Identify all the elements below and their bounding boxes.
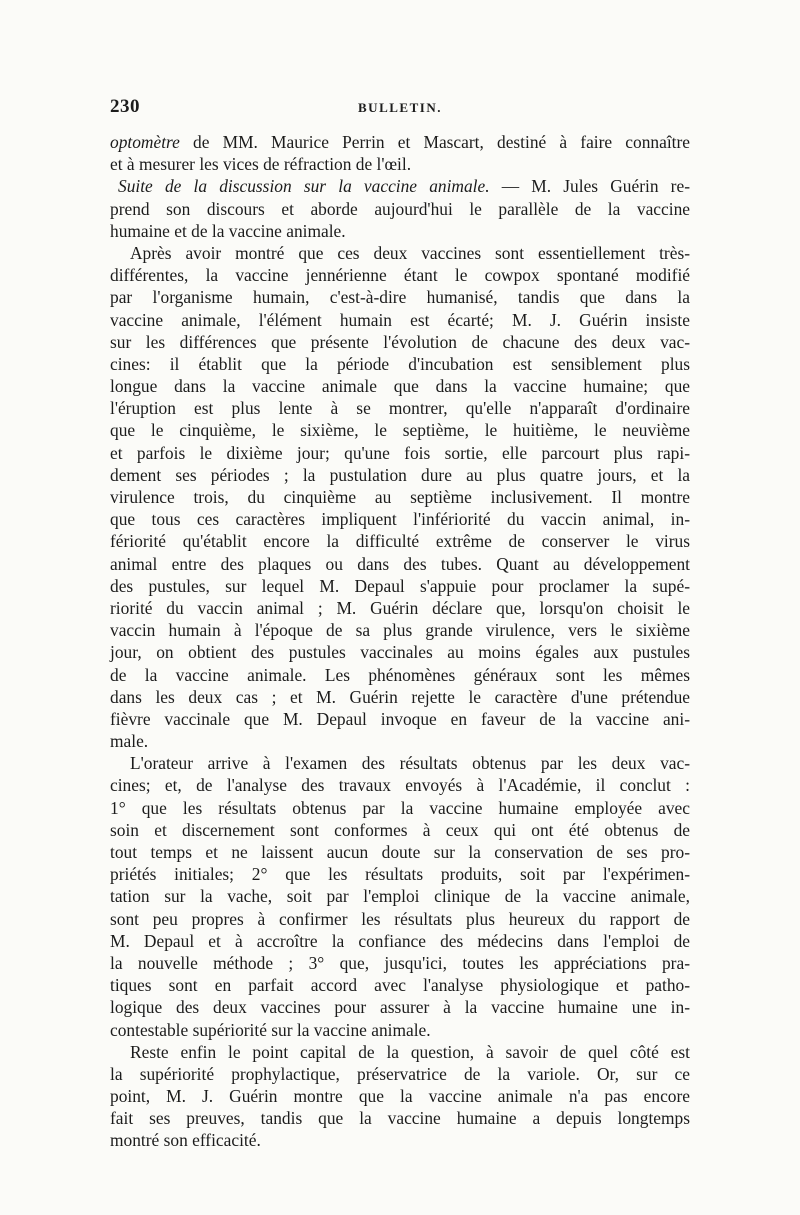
text-line xyxy=(110,908,690,930)
text-line xyxy=(110,974,690,996)
text-line xyxy=(110,730,690,752)
line-text: sur les différences que présente l'évolution de chacune des deux vac- xyxy=(110,331,690,352)
line-text: virulence trois, du cinquième au septième inclusivement. Il montre xyxy=(110,487,690,507)
text-line xyxy=(110,131,690,153)
italic-text: optomètre xyxy=(110,132,180,152)
page-number: 230 xyxy=(110,96,140,117)
text-line xyxy=(110,841,690,863)
line-text: la supériorité prophylactique, préservatrice de la variole. Or, sur ce xyxy=(110,1063,690,1084)
page-header xyxy=(110,96,690,122)
text-line xyxy=(110,1107,690,1129)
line-text: priétés initiales; 2° que les résultats produits, soit par l'expérimen- xyxy=(110,864,690,885)
text-line xyxy=(110,198,690,220)
text-line xyxy=(110,819,690,841)
line-text: logique des deux vaccines pour assurer à la vaccine humaine une in- xyxy=(110,997,690,1018)
line-text: tation sur la vache, soit par l'emploi clinique de la vaccine animale, xyxy=(110,886,690,907)
text-line xyxy=(110,309,690,331)
text-line xyxy=(110,885,690,907)
line-text: longue dans la vaccine animale que dans la vaccine humaine; que xyxy=(110,376,690,397)
text-line xyxy=(110,996,690,1018)
line-text: M. Depaul et à accroître la confiance des médecins dans l'emploi de xyxy=(110,930,690,951)
text-line xyxy=(110,508,690,530)
line-text: de MM. Maurice Perrin et Mascart, destiné à faire connaître xyxy=(179,132,690,152)
text-line xyxy=(110,553,690,575)
line-text: tout temps et ne laissent aucun doute sur la conservation de ses pro- xyxy=(110,842,690,862)
text-line xyxy=(110,1041,690,1063)
text-line xyxy=(110,1129,690,1151)
line-text: cines; et, de l'analyse des travaux envoyés à l'Académie, il conclut : xyxy=(110,775,690,796)
text-line xyxy=(110,1063,690,1085)
line-text: Après avoir montré que ces deux vaccines sont essentiellement très- xyxy=(130,242,690,263)
line-text: fièvre vaccinale que M. Depaul invoque en faveur de la vaccine ani- xyxy=(110,708,690,729)
text-line xyxy=(110,708,690,730)
text-line xyxy=(110,464,690,486)
text-line xyxy=(110,575,690,597)
line-text: que tous ces caractères impliquent l'infériorité du vaccin animal, in- xyxy=(110,509,690,530)
text-line xyxy=(110,686,690,708)
line-text: riorité du vaccin animal ; M. Guérin déclare que, lorsqu'on choisit le xyxy=(110,597,690,618)
text-line xyxy=(110,397,690,419)
text-line xyxy=(110,1085,690,1107)
text-line xyxy=(110,952,690,974)
text-line xyxy=(110,353,690,375)
text-line xyxy=(110,242,690,264)
line-text: différentes, la vaccine jennérienne étant le cowpox spontané modifié xyxy=(110,265,690,286)
line-text: Reste enfin le point capital de la question, à savoir de quel côté est xyxy=(130,1041,690,1062)
line-text: 1° que les résultats obtenus par la vaccine humaine employée avec xyxy=(110,797,690,818)
line-text: montré son efficacité. xyxy=(110,1130,261,1151)
text-line xyxy=(110,774,690,796)
line-text: et parfois le dixième jour; qu'une fois sortie, elle parcourt plus rapi- xyxy=(110,442,690,463)
line-text: sont peu propres à confirmer les résultats plus heureux du rapport de xyxy=(110,908,690,929)
line-text: fait ses preuves, tandis que la vaccine humaine a depuis longtemps xyxy=(110,1108,690,1129)
line-text: dement ses périodes ; la pustulation dure au plus quatre jours, et la xyxy=(110,464,690,485)
line-text: cines: il établit que la période d'incubation est sensiblement plus xyxy=(110,353,690,374)
line-text: par l'organisme humain, c'est-à-dire humanisé, tandis que dans la xyxy=(110,287,690,308)
text-line xyxy=(110,930,690,952)
line-text: et à mesurer les vices de réfraction de l'œil. xyxy=(110,154,412,175)
text-line xyxy=(110,486,690,508)
line-text: animal entre des plaques ou dans des tubes. Quant au développement xyxy=(110,553,690,574)
line-text: humaine et de la vaccine animale. xyxy=(110,220,346,241)
text-line xyxy=(110,641,690,663)
text-line xyxy=(110,220,690,242)
line-text: dans les deux cas ; et M. Guérin rejette le caractère d'une prétendue xyxy=(110,686,690,707)
line-text: des pustules, sur lequel M. Depaul s'appuie pour proclamer la supé- xyxy=(110,575,690,596)
line-text: L'orateur arrive à l'examen des résultats obtenus par les deux vac- xyxy=(130,753,690,774)
text-line xyxy=(110,286,690,308)
text-line xyxy=(110,619,690,641)
line-text: fériorité qu'établit encore la difficulté extrême de conserver le virus xyxy=(110,531,690,552)
text-line xyxy=(110,664,690,686)
line-text: vaccine animale, l'élément humain est écarté; M. J. Guérin insiste xyxy=(110,309,690,330)
text-line xyxy=(110,442,690,464)
italic-text: Suite de la discussion sur la vaccine animale. xyxy=(118,176,490,197)
text-line xyxy=(110,752,690,774)
line-text: que le cinquième, le sixième, le septième, le huitième, le neuvième xyxy=(110,420,690,441)
text-line xyxy=(110,863,690,885)
text-line xyxy=(110,153,690,175)
document-body xyxy=(110,131,690,1152)
line-text: — M. Jules Guérin re- xyxy=(489,176,690,197)
line-text: vaccin humain à l'époque de sa plus grande virulence, vers le sixième xyxy=(110,620,690,641)
text-line xyxy=(110,375,690,397)
text-line xyxy=(110,1019,690,1041)
text-line xyxy=(110,264,690,286)
text-line xyxy=(110,597,690,619)
line-text: prend son discours et aborde aujourd'hui le parallèle de la vaccine xyxy=(110,198,690,219)
text-line xyxy=(110,175,690,197)
line-text: de la vaccine animale. Les phénomènes généraux sont les mêmes xyxy=(110,664,690,685)
text-line xyxy=(110,530,690,552)
text-line xyxy=(110,331,690,353)
line-text: soin et discernement sont conformes à ceux qui ont été obtenus de xyxy=(110,819,690,840)
text-line xyxy=(110,797,690,819)
line-text: point, M. J. Guérin montre que la vaccine animale n'a pas encore xyxy=(110,1086,690,1107)
line-text: la nouvelle méthode ; 3° que, jusqu'ici, toutes les appréciations pra- xyxy=(110,952,690,973)
line-text: male. xyxy=(110,731,149,752)
line-text: contestable supériorité sur la vaccine animale. xyxy=(110,1019,431,1040)
line-text: jour, on obtient des pustules vaccinales au moins égales aux pustules xyxy=(110,642,690,663)
line-text: l'éruption est plus lente à se montrer, qu'elle n'apparaît d'ordinaire xyxy=(110,398,690,419)
text-line xyxy=(110,419,690,441)
running-head: BULLETIN. xyxy=(358,100,442,115)
line-text: tiques sont en parfait accord avec l'analyse physiologique et patho- xyxy=(110,975,690,996)
